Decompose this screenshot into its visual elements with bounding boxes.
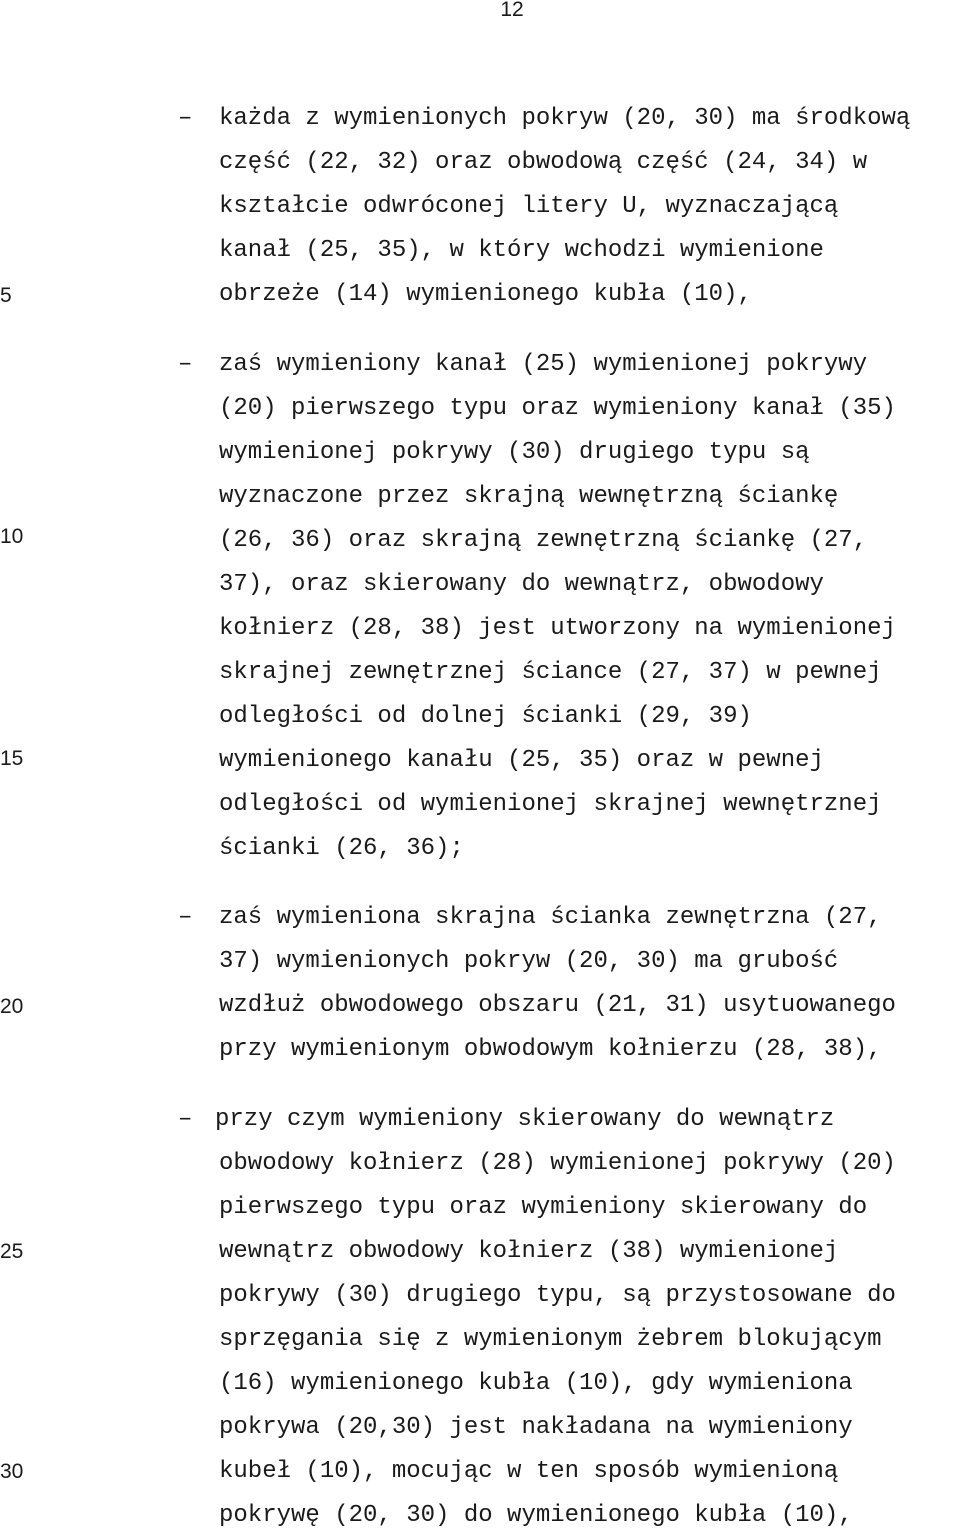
text-line: (20) pierwszego typu oraz wymieniony kanał (35): [219, 395, 896, 422]
text-line: odległości od dolnej ścianki (29, 39): [219, 703, 752, 730]
text-line: kanał (25, 35), w który wchodzi wymienione: [219, 237, 824, 264]
line-number-10: 10: [0, 525, 24, 548]
text-line: kołnierz (28, 38) jest utworzony na wymienionej: [219, 615, 896, 642]
line-number-30: 30: [0, 1460, 24, 1483]
line-number-25: 25: [0, 1240, 24, 1263]
text-line: pokrywy (30) drugiego typu, są przystosowane do: [219, 1282, 896, 1309]
text-line: przy wymienionym obwodowym kołnierzu (28, 38),: [219, 1036, 882, 1063]
text-line: wymienionej pokrywy (30) drugiego typu są: [219, 439, 810, 466]
text-line: 37), oraz skierowany do wewnątrz, obwodowy: [219, 571, 824, 598]
text-line: pokrywa (20,30) jest nakładana na wymieniony: [219, 1414, 853, 1441]
text-line: obrzeże (14) wymienionego kubła (10),: [219, 281, 752, 308]
text-line: odległości od wymienionej skrajnej wewnętrznej: [219, 791, 882, 818]
text-line: wymienionego kanału (25, 35) oraz w pewnej: [219, 747, 824, 774]
text-line: obwodowy kołnierz (28) wymienionej pokrywy (20): [219, 1150, 896, 1177]
text-line: 37) wymienionych pokryw (20, 30) ma grubość: [219, 948, 839, 975]
text-line: (26, 36) oraz skrajną zewnętrzną ściankę (27,: [219, 527, 868, 554]
text-line: każda z wymienionych pokryw (20, 30) ma środkową: [219, 105, 911, 132]
text-line: wyznaczone przez skrajną wewnętrzną ściankę: [219, 483, 839, 510]
page-number: 12: [500, 0, 524, 21]
list-item-bullet: –: [178, 105, 193, 132]
line-number-5: 5: [0, 284, 12, 307]
text-line: część (22, 32) oraz obwodową część (24, 34) w: [219, 149, 868, 176]
text-line: zaś wymieniona skrajna ścianka zewnętrzna (27,: [219, 904, 882, 931]
text-line: kubeł (10), mocując w ten sposób wymienioną: [219, 1458, 839, 1485]
text-line: wzdłuż obwodowego obszaru (21, 31) usytuowanego: [219, 992, 896, 1019]
text-line: skrajnej zewnętrznej ściance (27, 37) w pewnej: [219, 659, 882, 686]
text-line: wewnątrz obwodowy kołnierz (38) wymienionej: [219, 1238, 839, 1265]
line-number-20: 20: [0, 995, 24, 1018]
text-line: pierwszego typu oraz wymieniony skierowany do: [219, 1194, 868, 1221]
text-line: zaś wymieniony kanał (25) wymienionej pokrywy: [219, 351, 868, 378]
list-item-bullet: –: [178, 351, 193, 378]
text-line: przy czym wymieniony skierowany do wewnątrz: [215, 1106, 835, 1133]
text-line: sprzęgania się z wymienionym żebrem blokującym: [219, 1326, 882, 1353]
text-line: ścianki (26, 36);: [219, 835, 464, 862]
list-item-bullet: –: [178, 1106, 193, 1133]
text-line: kształcie odwróconej litery U, wyznaczającą: [219, 193, 839, 220]
line-number-15: 15: [0, 747, 24, 770]
text-line: pokrywę (20, 30) do wymienionego kubła (10),: [219, 1502, 853, 1529]
text-line: (16) wymienionego kubła (10), gdy wymieniona: [219, 1370, 853, 1397]
list-item-bullet: –: [178, 904, 193, 931]
